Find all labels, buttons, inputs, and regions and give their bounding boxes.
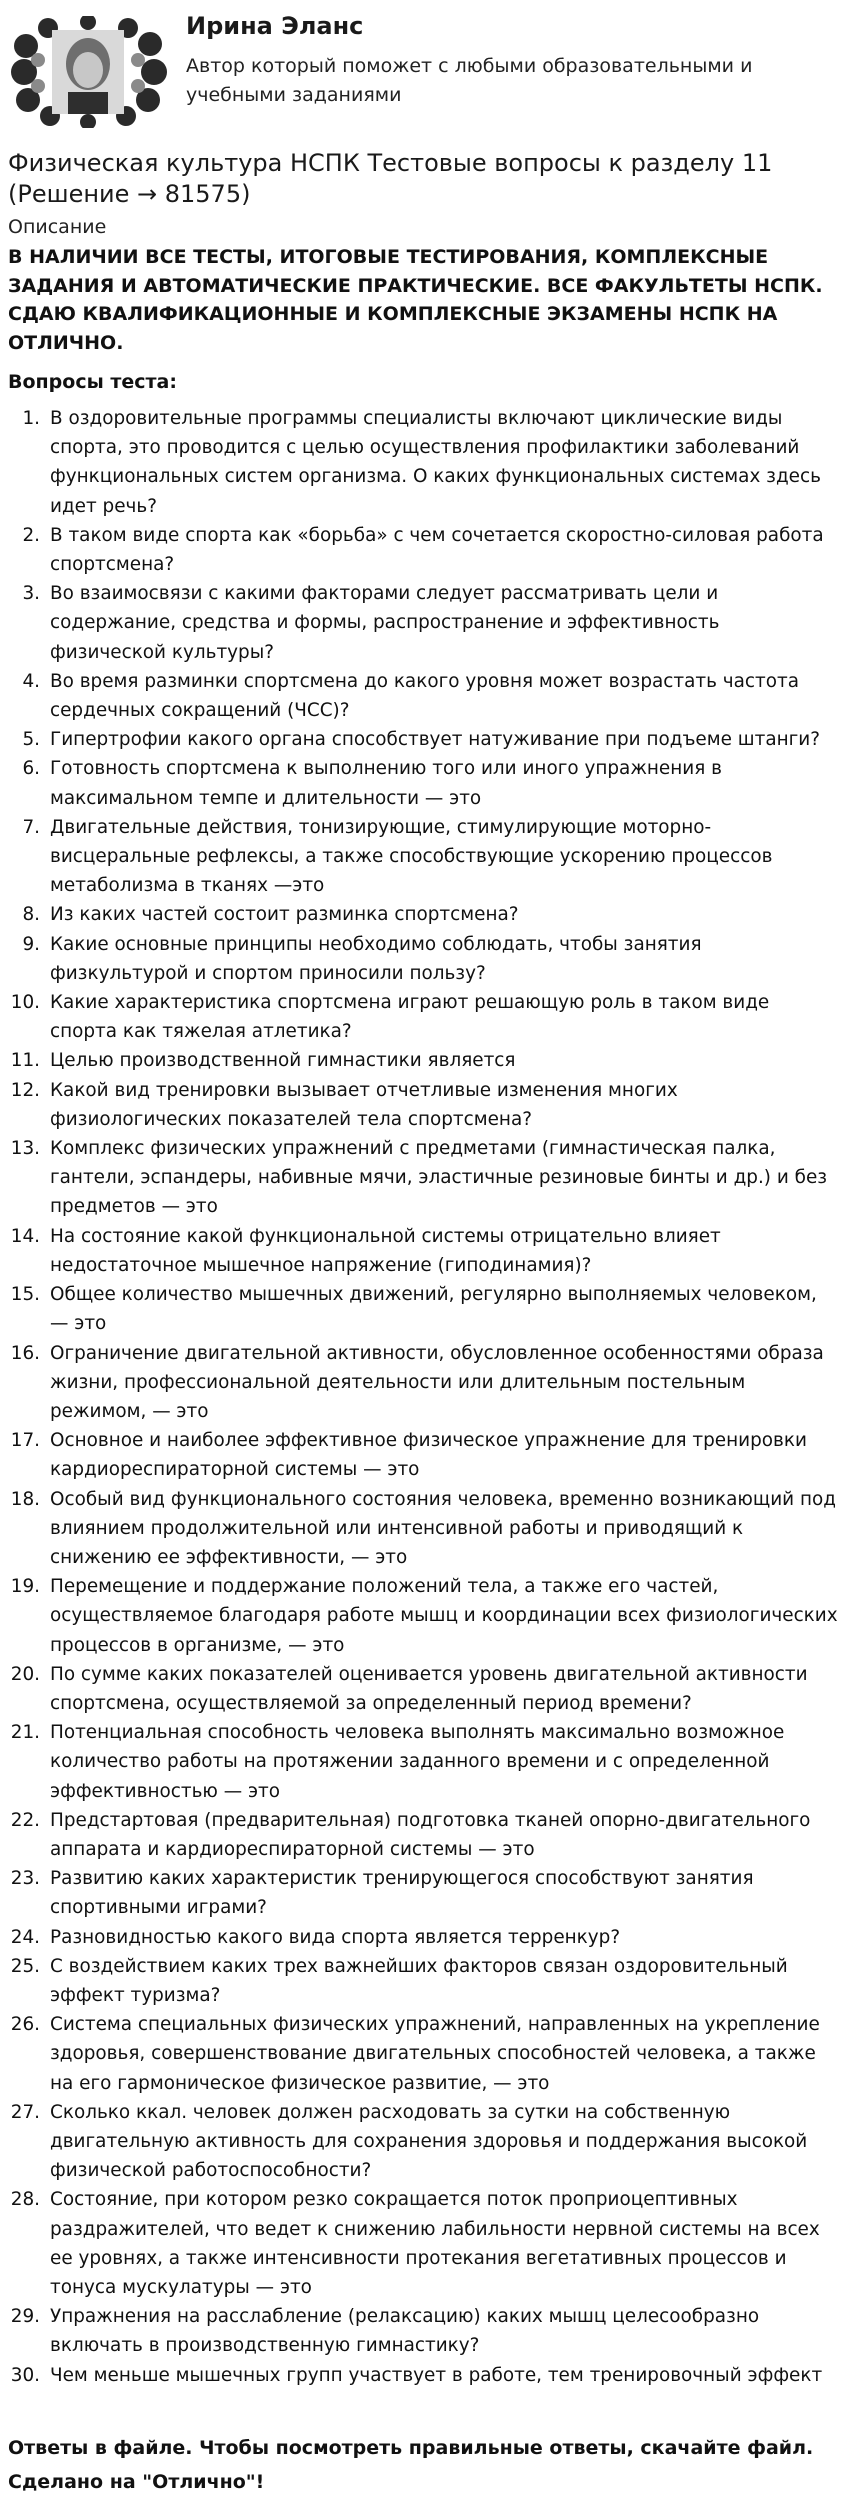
question-text: Потенциальная способность человека выполнять максимально возможное количество работы на протяжении заданного времени и с определенной эффективностью — это — [50, 1722, 785, 1802]
list-item — [0, 1864, 847, 1922]
question-text: Общее количество мышечных движений, регулярно выполняемых человеком, — это — [50, 1284, 817, 1335]
list-item — [0, 2185, 847, 2302]
author-avatar[interactable] — [8, 16, 168, 128]
question-text: С воздействием каких трех важнейших факторов связан оздоровительный эффект туризма? — [50, 1955, 788, 2006]
question-text: Из каких частей состоит разминка спортсмена? — [50, 904, 519, 926]
list-item — [0, 930, 847, 988]
question-number: 6. — [22, 758, 40, 780]
list-item — [0, 1076, 847, 1134]
list-item — [0, 579, 847, 667]
list-item — [0, 1280, 847, 1338]
question-text: Готовность спортсмена к выполнению того или иного упражнения в максимальном темпе и длительности — это — [50, 758, 722, 809]
question-text: Во время разминки спортсмена до какого уровня может возрастать частота сердечных сокращений (ЧСС)? — [50, 670, 799, 722]
question-text: Состояние, при котором резко сокращается поток проприоцептивных раздражителей, что ведет к снижению лабильности нервной системы на всех ее уровнях, а также интенсивности протекания вегетативных процессов и тонуса мускулатуры — это — [50, 2189, 820, 2298]
question-number: 16. — [10, 1342, 40, 1364]
question-number: 21. — [10, 1722, 40, 1744]
quality-note: Сделано на "Отлично"! — [8, 2471, 265, 2493]
question-number: 17. — [10, 1430, 40, 1452]
list-item — [0, 1923, 847, 1952]
questions-list — [0, 404, 847, 2390]
question-text: Развитию каких характеристик тренирующегося способствуют занятия спортивными играми? — [50, 1868, 754, 1919]
list-item — [0, 1572, 847, 1660]
question-number: 12. — [10, 1079, 40, 1101]
question-number: 3. — [22, 583, 40, 605]
question-text: Какие основные принципы необходимо соблюдать, чтобы занятия физкультурой и спортом приносили пользу? — [50, 933, 702, 984]
question-number: 10. — [10, 992, 40, 1014]
question-number: 30. — [10, 2364, 40, 2386]
question-number: 9. — [22, 933, 40, 955]
list-item — [0, 404, 847, 521]
list-item — [0, 988, 847, 1046]
question-number: 14. — [10, 1225, 40, 1247]
question-number: 24. — [10, 1926, 40, 1948]
list-item — [0, 1952, 847, 2010]
list-item — [0, 1485, 847, 1573]
list-item — [0, 754, 847, 812]
list-item — [0, 1046, 847, 1075]
question-number: 19. — [10, 1576, 40, 1598]
list-item — [0, 1660, 847, 1718]
list-item — [0, 1426, 847, 1484]
question-number: 7. — [22, 816, 40, 838]
list-item — [0, 900, 847, 929]
question-text: По сумме каких показателей оценивается уровень двигательной активности спортсмена, осуществляемой за определенный период времени? — [50, 1663, 808, 1714]
list-item — [0, 1806, 847, 1864]
question-text: Какие характеристика спортсмена играют решающую роль в таком виде спорта как тяжелая атлетика? — [50, 992, 770, 1043]
question-number: 28. — [10, 2189, 40, 2211]
list-item — [0, 521, 847, 579]
question-number: 11. — [10, 1050, 40, 1072]
list-item — [0, 813, 847, 901]
question-text: На состояние какой функциональной системы отрицательно влияет недостаточное мышечное напряжение (гиподинамия)? — [50, 1225, 721, 1276]
questions-heading: Вопросы теста: — [8, 371, 177, 393]
list-item — [0, 667, 847, 725]
question-number: 13. — [10, 1138, 40, 1160]
author-card — [0, 0, 847, 140]
list-item — [0, 2010, 847, 2098]
question-text: Чем меньше мышечных групп участвует в работе, тем тренировочный эффект — [50, 2364, 823, 2386]
question-number: 1. — [22, 408, 40, 429]
question-number: 20. — [10, 1663, 40, 1685]
question-text: Система специальных физических упражнений, направленных на укрепление здоровья, совершенствование двигательных способностей человека, а также на его гармоническое физическое развитие, — это — [50, 2014, 820, 2094]
author-name[interactable]: Ирина Эланс — [186, 12, 364, 40]
question-number: 5. — [22, 729, 40, 751]
answers-note: Ответы в файле. Чтобы посмотреть правильные ответы, скачайте файл. — [8, 2437, 814, 2459]
question-number: 18. — [10, 1488, 40, 1510]
question-text: Основное и наиболее эффективное физическое упражнение для тренировки кардиореспираторной системы — это — [50, 1430, 807, 1481]
question-text: Ограничение двигательной активности, обусловленное особенностями образа жизни, профессиональной деятельности или длительным постельным режимом, — это — [50, 1342, 824, 1422]
list-item — [0, 1339, 847, 1427]
description-text: В НАЛИЧИИ ВСЕ ТЕСТЫ, ИТОГОВЫЕ ТЕСТИРОВАНИЯ, КОМПЛЕКСНЫЕ ЗАДАНИЯ И АВТОМАТИЧЕСКИЕ ПРАКТИЧЕСКИЕ. ВСЕ ФАКУЛЬТЕТЫ НСПК. СДАЮ КВАЛИФИКАЦИОННЫЕ И КОМПЛЕКСНЫЕ ЭКЗАМЕНЫ НСПК НА ОТЛИЧНО. — [8, 246, 823, 354]
question-text: Какой вид тренировки вызывает отчетливые изменения многих физиологических показателей тела спортсмена? — [50, 1079, 678, 1130]
question-number: 26. — [10, 2014, 40, 2036]
question-number: 2. — [22, 524, 40, 546]
question-number: 22. — [10, 1809, 40, 1831]
question-number: 25. — [10, 1955, 40, 1977]
question-text: Во взаимосвязи с какими факторами следует рассматривать цели и содержание, средства и формы, распространение и эффективность физической культуры? — [50, 583, 720, 663]
question-text: Сколько ккал. человек должен расходовать за сутки на собственную двигательную активность для сохранения здоровья и поддержания высокой физической работоспособности? — [50, 2101, 808, 2182]
question-number: 8. — [22, 904, 40, 926]
page-title: Физическая культура НСПК Тестовые вопросы к разделу 11 (Решение → 81575) — [8, 149, 773, 208]
question-text: Гипертрофии какого органа способствует натуживание при подъеме штанги? — [50, 729, 820, 751]
question-text: В оздоровительные программы специалисты включают циклические виды спорта, это проводится с целью осуществления профилактики заболеваний функциональных систем организма. О каких функциональных системах здесь идет речь? — [50, 408, 821, 517]
list-item — [0, 1222, 847, 1280]
question-text: Разновидностью какого вида спорта является терренкур? — [50, 1926, 621, 1948]
question-text: Целью производственной гимнастики является — [50, 1050, 516, 1072]
question-text: Комплекс физических упражнений с предметами (гимнастическая палка, гантели, эспандеры, набивные мячи, эластичные резиновые бинты и др.) и без предметов — это — [50, 1138, 828, 1218]
question-number: 4. — [22, 670, 40, 692]
question-text: Предстартовая (предварительная) подготовка тканей опорно-двигательного аппарата и кардиореспираторной системы — это — [50, 1809, 811, 1860]
description-label: Описание — [8, 216, 107, 238]
list-item — [0, 1718, 847, 1806]
question-number: 15. — [10, 1284, 40, 1306]
question-text: Особый вид функционального состояния человека, временно возникающий под влиянием продолжительной или интенсивной работы и приводящий к снижению ее эффективности, — это — [50, 1488, 836, 1568]
question-number: 29. — [10, 2306, 40, 2328]
question-text: Перемещение и поддержание положений тела, а также его частей, осуществляемое благодаря работе мышц и координации всех физиологических процессов в организме, — это — [50, 1576, 838, 1656]
question-text: В таком виде спорта как «борьба» с чем сочетается скоростно-силовая работа спортсмена? — [50, 524, 824, 576]
question-text: Двигательные действия, тонизирующие, стимулирующие моторно-висцеральные рефлексы, а также способствующие ускорению процессов метаболизма в тканях —это — [50, 816, 773, 897]
question-number: 23. — [10, 1868, 40, 1890]
question-text: Упражнения на расслабление (релаксацию) каких мышц целесообразно включать в производственную гимнастику? — [50, 2306, 760, 2357]
list-item — [0, 2098, 847, 2186]
list-item — [0, 725, 847, 754]
list-item — [0, 2302, 847, 2360]
list-item — [0, 1134, 847, 1222]
question-number: 27. — [10, 2101, 40, 2123]
list-item — [0, 2361, 847, 2390]
author-description: Автор который поможет с любыми образовательными и учебными заданиями — [186, 55, 753, 106]
